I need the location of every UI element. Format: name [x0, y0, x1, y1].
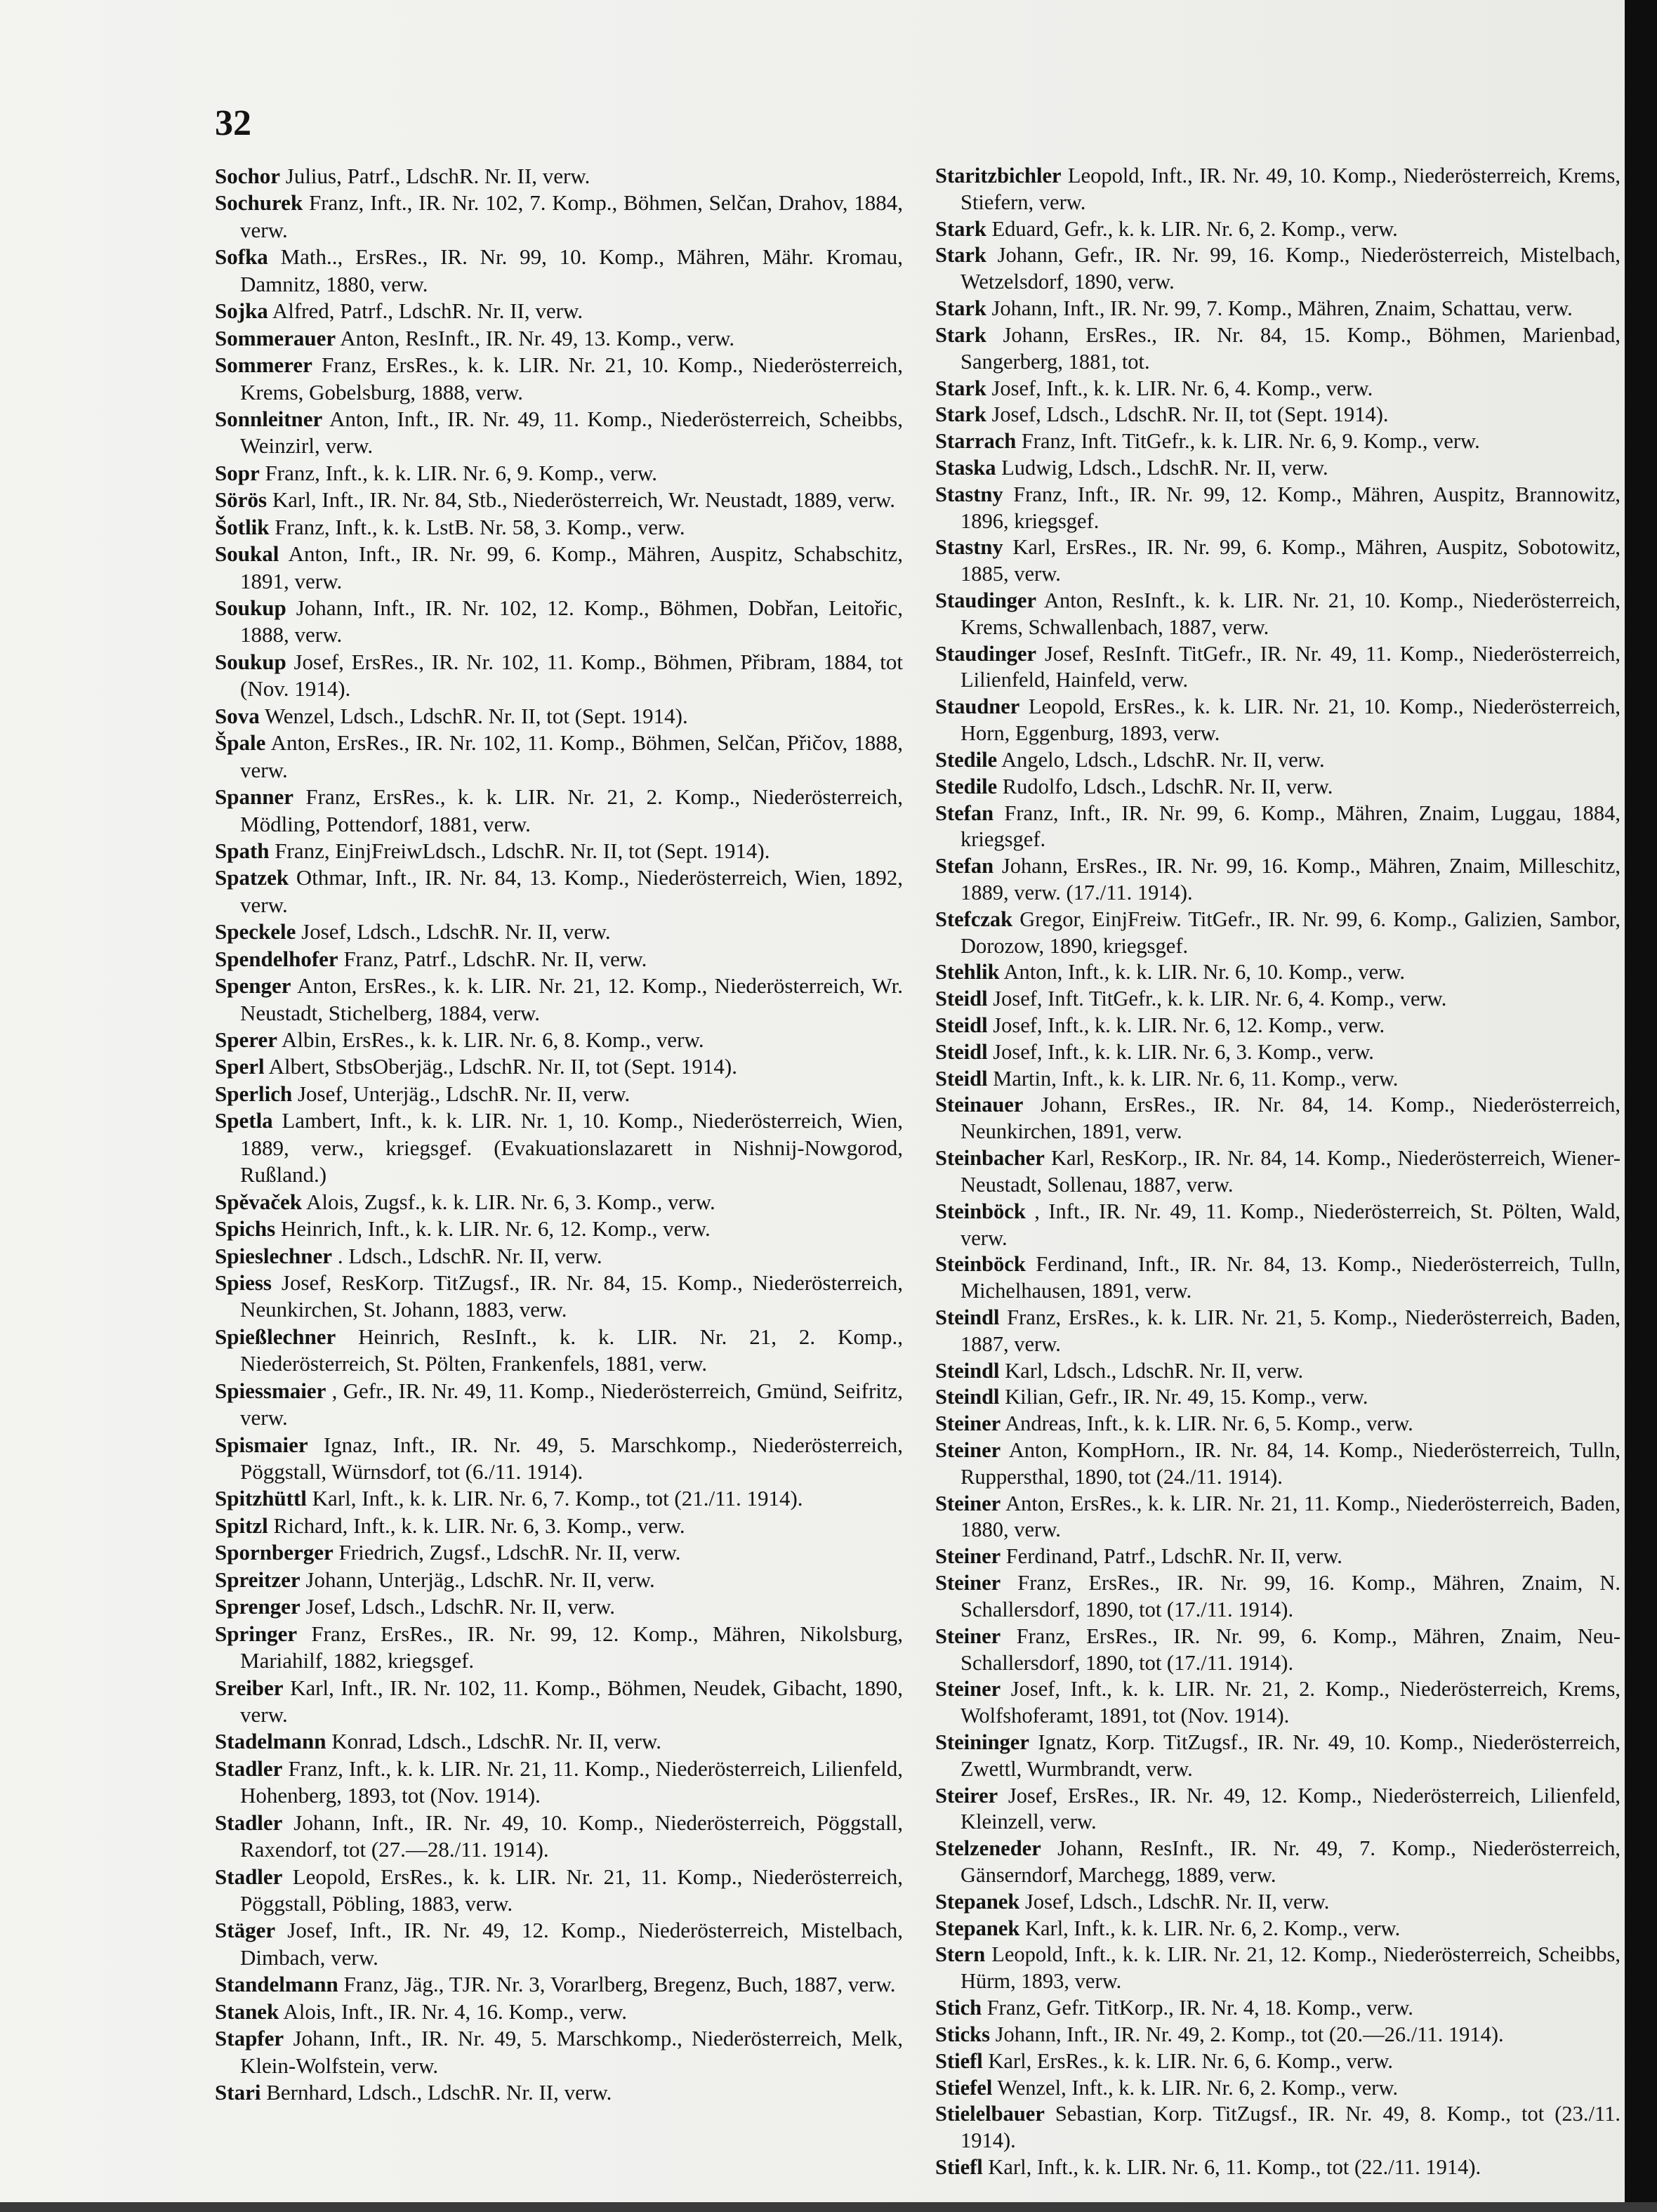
- list-item: [215, 406, 903, 460]
- entry-surname: Soukup: [215, 595, 286, 620]
- entry-surname: Stiefl: [935, 2154, 983, 2179]
- entry-surname: Steinbacher: [935, 1146, 1045, 1171]
- entry-surname: Steirer: [935, 1783, 998, 1808]
- entry-surname: Stiefel: [935, 2075, 993, 2100]
- entry-surname: Steinböck: [935, 1252, 1026, 1277]
- entry-details: Leopold, Inft., k. k. LIR. Nr. 21, 12. Komp., Niederösterreich, Scheibbs, Hürm, 1893, verw.: [960, 1942, 1620, 1994]
- entry-details: Angelo, Ldsch., LdschR. Nr. II, verw.: [1001, 747, 1325, 772]
- entry-surname: Steindl: [935, 1385, 1000, 1409]
- entry-details: Anton, KompHorn., IR. Nr. 84, 14. Komp., Niederösterreich, Tulln, Ruppersthal, 1890, tot (24./11. 1914).: [960, 1438, 1620, 1489]
- entry-surname: Špale: [215, 730, 266, 756]
- list-item: [935, 1066, 1620, 1093]
- entry-details: Franz, ErsRes., IR. Nr. 99, 6. Komp., Mähren, Znaim, Neu-Schallersdorf, 1890, tot (17./11. 1914).: [960, 1624, 1620, 1675]
- right-column: [935, 163, 1620, 2181]
- page-bottom-edge: [0, 2202, 1657, 2212]
- list-item: [935, 1092, 1620, 1145]
- entry-details: Josef, ResInft. TitGefr., IR. Nr. 49, 11. Komp., Niederösterreich, Lilienfeld, Hainfeld, verw.: [960, 641, 1620, 692]
- entry-surname: Stedile: [935, 747, 998, 772]
- entry-surname: Spieslechner: [215, 1243, 333, 1268]
- list-item: [935, 801, 1620, 854]
- entry-surname: Staudner: [935, 694, 1020, 719]
- entry-surname: Steinauer: [935, 1093, 1024, 1117]
- entry-details: Johann, Inft., IR. Nr. 102, 12. Komp., Böhmen, Dobřan, Leitořic, 1888, verw.: [240, 595, 904, 647]
- list-item: [935, 641, 1620, 694]
- entry-details: Karl, Inft., k. k. LIR. Nr. 6, 2. Komp., verw.: [1024, 1916, 1401, 1940]
- entry-surname: Stadler: [215, 1756, 283, 1781]
- entry-details: Wenzel, Ldsch., LdschR. Nr. II, tot (Sept. 1914).: [264, 703, 688, 728]
- list-item: [215, 1270, 903, 1324]
- entry-surname: Sticks: [935, 2022, 990, 2046]
- entry-details: Josef, ResKorp. TitZugsf., IR. Nr. 84, 15. Komp., Niederösterreich, Neunkirchen, St. Johann, 1883, verw.: [240, 1270, 904, 1322]
- entry-details: Alois, Inft., IR. Nr. 4, 16. Komp., verw.: [283, 1999, 628, 2024]
- entry-surname: Stanek: [215, 1999, 279, 2024]
- list-item: [215, 1864, 903, 1918]
- entry-surname: Spismaier: [215, 1432, 308, 1457]
- entry-details: Franz, ErsRes., IR. Nr. 99, 16. Komp., Mähren, Znaim, N. Schallersdorf, 1890, tot (17./11. 1914).: [960, 1571, 1621, 1621]
- entry-details: Johann, Inft., IR. Nr. 49, 10. Komp., Niederösterreich, Pöggstall, Raxendorf, tot (27.—28./11. 1914).: [240, 1810, 903, 1862]
- list-item: [215, 352, 903, 406]
- entry-details: Johann, Inft., IR. Nr. 49, 5. Marschkomp., Niederösterreich, Melk, Klein-Wolfstein, verw.: [240, 2026, 903, 2078]
- list-item: [215, 919, 903, 945]
- entry-details: Franz, Inft., IR. Nr. 99, 6. Komp., Mähren, Znaim, Luggau, 1884, kriegsgef.: [960, 801, 1620, 852]
- entry-details: Ferdinand, Inft., IR. Nr. 84, 13. Komp., Niederösterreich, Tulln, Michelhausen, 1891, verw.: [960, 1252, 1621, 1303]
- entry-surname: Steidl: [935, 1066, 988, 1091]
- entry-details: Ignatz, Korp. TitZugsf., IR. Nr. 49, 10. Komp., Niederösterreich, Zwettl, Wurmbrandt, verw.: [960, 1730, 1620, 1781]
- entry-details: Johann, ErsRes., IR. Nr. 99, 16. Komp., Mähren, Znaim, Milleschitz, 1889, verw. (17./11. 1914).: [960, 854, 1620, 904]
- entry-surname: Spěvaček: [215, 1189, 302, 1214]
- entry-surname: Stepanek: [935, 1916, 1020, 1940]
- list-item: [215, 1810, 903, 1864]
- entry-details: Josef, Unterjäg., LdschR. Nr. II, verw.: [297, 1081, 631, 1106]
- list-item: [935, 1889, 1620, 1916]
- entry-details: Friedrich, Zugsf., LdschR. Nr. II, verw.: [338, 1540, 681, 1565]
- entry-surname: Staritzbichler: [935, 164, 1062, 187]
- entry-details: . Ldsch., LdschR. Nr. II, verw.: [337, 1243, 602, 1268]
- entry-details: Lambert, Inft., k. k. LIR. Nr. 1, 10. Komp., Niederösterreich, Wien, 1889, verw., kriegsgef. (Evakuationslazarett in Nishnij-Nowgorod, Rußland.): [240, 1108, 903, 1187]
- entry-details: Josef, Ldsch., LdschR. Nr. II, verw.: [1024, 1889, 1330, 1914]
- entry-surname: Steininger: [935, 1730, 1029, 1754]
- entry-surname: Stastny: [935, 535, 1003, 560]
- entry-details: Karl, Ldsch., LdschR. Nr. II, verw.: [1005, 1358, 1304, 1383]
- list-item: [935, 1437, 1620, 1491]
- entry-surname: Sopr: [215, 460, 260, 485]
- entry-details: Josef, Ldsch., LdschR. Nr. II, verw.: [301, 919, 611, 944]
- entry-surname: Stark: [935, 376, 986, 400]
- list-item: [935, 2154, 1620, 2181]
- list-item: [215, 1728, 903, 1755]
- entry-surname: Staudinger: [935, 641, 1037, 666]
- list-item: [215, 244, 903, 298]
- entry-surname: Staudinger: [935, 588, 1037, 612]
- entry-surname: Stark: [935, 402, 986, 427]
- list-item: [935, 1491, 1620, 1544]
- entry-surname: Sochor: [215, 164, 280, 188]
- entry-details: Johann, Unterjäg., LdschR. Nr. II, verw.: [305, 1567, 655, 1592]
- list-item: [935, 296, 1620, 322]
- entry-details: Josef, Inft., k. k. LIR. Nr. 21, 2. Komp., Niederösterreich, Krems, Wolfshoferamt, 1891, tot (Nov. 1914).: [960, 1677, 1621, 1728]
- entry-details: Martin, Inft., k. k. LIR. Nr. 6, 11. Komp., verw.: [993, 1066, 1399, 1091]
- list-item: [935, 1039, 1620, 1066]
- list-item: [215, 1539, 903, 1566]
- entry-details: Franz, ErsRes., k. k. LIR. Nr. 21, 10. Komp., Niederösterreich, Krems, Gobelsburg, 1888, verw.: [240, 353, 903, 404]
- entry-details: Josef, Inft., IR. Nr. 49, 12. Komp., Niederösterreich, Mistelbach, Dimbach, verw.: [240, 1918, 903, 1970]
- entry-surname: Sonnleitner: [215, 406, 323, 431]
- entry-surname: Sperer: [215, 1027, 277, 1052]
- entry-details: Franz, Gefr. TitKorp., IR. Nr. 4, 18. Komp., verw.: [986, 1996, 1413, 2020]
- entry-details: Franz, EinjFreiwLdsch., LdschR. Nr. II, tot (Sept. 1914).: [275, 838, 770, 863]
- entry-details: Bernhard, Ldsch., LdschR. Nr. II, verw.: [266, 2080, 612, 2105]
- list-item: [215, 1971, 903, 1998]
- list-item: [935, 1730, 1620, 1783]
- entry-surname: Steindl: [935, 1358, 1000, 1383]
- list-item: [935, 216, 1620, 243]
- entry-surname: Stich: [935, 1996, 982, 2020]
- list-item: [215, 1432, 903, 1486]
- list-item: [215, 1216, 903, 1242]
- list-item: [215, 1081, 903, 1107]
- entry-details: Richard, Inft., k. k. LIR. Nr. 6, 3. Komp., verw.: [273, 1513, 685, 1538]
- entry-surname: Steiner: [935, 1491, 1001, 1515]
- list-item: [215, 1485, 903, 1512]
- entry-details: , Inft., IR. Nr. 49, 11. Komp., Niederösterreich, St. Pölten, Wald, verw.: [960, 1199, 1620, 1250]
- list-item: [215, 864, 903, 919]
- list-item: [935, 1942, 1620, 1995]
- list-item: [935, 1570, 1620, 1624]
- entry-details: Josef, Ldsch., LdschR. Nr. II, verw.: [305, 1594, 615, 1619]
- list-item: [215, 946, 903, 973]
- list-item: [935, 1995, 1620, 2022]
- entry-surname: Steidl: [935, 1039, 988, 1064]
- entry-details: Konrad, Ldsch., LdschR. Nr. II, verw.: [331, 1729, 662, 1754]
- list-item: [215, 1189, 903, 1216]
- entry-details: Josef, Inft., k. k. LIR. Nr. 6, 3. Komp., verw.: [993, 1039, 1374, 1064]
- entry-surname: Stark: [935, 322, 986, 347]
- entry-details: Franz, Patrf., LdschR. Nr. II, verw.: [343, 946, 647, 971]
- entry-surname: Stern: [935, 1942, 986, 1967]
- list-item: [935, 428, 1620, 455]
- entry-details: Karl, Inft., k. k. LIR. Nr. 6, 7. Komp., tot (21./11. 1914).: [312, 1486, 803, 1511]
- entry-details: Albert, StbsOberjäg., LdschR. Nr. II, tot (Sept. 1914).: [268, 1054, 737, 1079]
- list-item: [935, 907, 1620, 960]
- list-item: [215, 460, 903, 487]
- entry-details: Heinrich, ResInft., k. k. LIR. Nr. 21, 2. Komp., Niederösterreich, St. Pölten, Frankenfels, 1881, verw.: [240, 1324, 903, 1376]
- list-item: [935, 1676, 1620, 1730]
- list-item: [215, 2079, 903, 2106]
- entry-surname: Spiessmaier: [215, 1378, 326, 1403]
- list-item: [215, 1378, 903, 1432]
- entry-surname: Steidl: [935, 987, 988, 1011]
- list-item: [935, 959, 1620, 986]
- entry-surname: Spath: [215, 838, 270, 863]
- entry-surname: Sova: [215, 703, 260, 728]
- entry-details: Karl, ResKorp., IR. Nr. 84, 14. Komp., Niederösterreich, Wiener-Neustadt, Sollenau, 1887, verw.: [960, 1146, 1620, 1197]
- list-item: [935, 774, 1620, 801]
- entry-surname: Sperlich: [215, 1081, 293, 1106]
- list-item: [215, 1621, 903, 1675]
- list-item: [215, 1053, 903, 1080]
- entry-surname: Starrach: [935, 429, 1017, 454]
- list-item: [935, 482, 1620, 535]
- entry-details: Franz, Inft., IR. Nr. 102, 7. Komp., Böhmen, Selčan, Drahov, 1884, verw.: [240, 190, 903, 242]
- entry-surname: Spitzhüttl: [215, 1486, 307, 1511]
- entry-surname: Standelmann: [215, 1972, 338, 1997]
- entry-surname: Spießlechner: [215, 1324, 336, 1349]
- entry-details: Math.., ErsRes., IR. Nr. 99, 10. Komp., Mähren, Mähr. Kromau, Damnitz, 1880, verw.: [240, 244, 903, 296]
- entry-details: Josef, ErsRes., IR. Nr. 102, 11. Komp., Böhmen, Přibram, 1884, tot (Nov. 1914).: [240, 649, 903, 702]
- entry-surname: Stark: [935, 296, 986, 321]
- entry-details: Anton, ErsRes., IR. Nr. 102, 11. Komp., Böhmen, Selčan, Přičov, 1888, verw.: [240, 730, 903, 782]
- list-item: [215, 325, 903, 352]
- entry-details: Johann, ErsRes., IR. Nr. 84, 14. Komp., Niederösterreich, Neunkirchen, 1891, verw.: [960, 1093, 1620, 1144]
- entry-surname: Steidl: [935, 1013, 988, 1037]
- list-item: [215, 838, 903, 864]
- list-item: [935, 1624, 1620, 1677]
- entry-details: Anton, ErsRes., k. k. LIR. Nr. 21, 12. Komp., Niederösterreich, Wr. Neustadt, Stichelberg, 1884, verw.: [240, 973, 903, 1025]
- list-item: [935, 1358, 1620, 1385]
- page-number: 32: [215, 103, 251, 143]
- entry-surname: Steiner: [935, 1677, 1001, 1701]
- entry-details: Leopold, ErsRes., k. k. LIR. Nr. 21, 11. Komp., Niederösterreich, Pöggstall, Pöbling, 1883, verw.: [240, 1864, 903, 1916]
- entry-surname: Stehlik: [935, 960, 1000, 985]
- list-item: [935, 455, 1620, 482]
- entry-surname: Spitzl: [215, 1513, 268, 1538]
- entry-details: Johann, Gefr., IR. Nr. 99, 16. Komp., Niederösterreich, Mistelbach, Wetzelsdorf, 1890, verw.: [960, 243, 1621, 294]
- list-item: [215, 1243, 903, 1270]
- entry-details: Franz, Jäg., TJR. Nr. 3, Vorarlberg, Bregenz, Buch, 1887, verw.: [343, 1972, 896, 1997]
- entry-details: Anton, Inft., IR. Nr. 49, 11. Komp., Niederösterreich, Scheibbs, Weinzirl, verw.: [240, 406, 903, 459]
- entry-details: Ignaz, Inft., IR. Nr. 49, 5. Marschkomp., Niederösterreich, Pöggstall, Würnsdorf, tot (6./11. 1914).: [240, 1432, 903, 1484]
- list-item: [935, 242, 1620, 296]
- entry-surname: Spichs: [215, 1216, 276, 1242]
- entry-surname: Sofka: [215, 244, 268, 270]
- entry-surname: Stadler: [215, 1810, 283, 1835]
- list-item: [215, 1027, 903, 1053]
- entry-details: Franz, Inft., k. k. LstB. Nr. 58, 3. Komp., verw.: [275, 514, 685, 539]
- entry-surname: Spiess: [215, 1270, 272, 1295]
- entry-details: Johann, ErsRes., IR. Nr. 84, 15. Komp., Böhmen, Marienbad, Sangerberg, 1881, tot.: [960, 322, 1621, 374]
- entry-details: Eduard, Gefr., k. k. LIR. Nr. 6, 2. Komp., verw.: [991, 216, 1398, 241]
- entry-surname: Stiefl: [935, 2048, 983, 2073]
- entry-surname: Spreitzer: [215, 1567, 301, 1592]
- entry-surname: Stefczak: [935, 907, 1013, 931]
- entry-details: Albin, ErsRes., k. k. LIR. Nr. 6, 8. Komp., verw.: [282, 1027, 704, 1052]
- entry-details: Wenzel, Inft., k. k. LIR. Nr. 6, 2. Komp., verw.: [997, 2075, 1399, 2100]
- list-item: [935, 1543, 1620, 1570]
- list-item: [935, 694, 1620, 747]
- list-item: [935, 1199, 1620, 1252]
- entry-surname: Sreiber: [215, 1675, 284, 1700]
- entry-details: Franz, Inft. TitGefr., k. k. LIR. Nr. 6, 9. Komp., verw.: [1021, 429, 1480, 454]
- entry-surname: Steinböck: [935, 1199, 1026, 1223]
- entry-details: Anton, ErsRes., k. k. LIR. Nr. 21, 11. Komp., Niederösterreich, Baden, 1880, verw.: [960, 1491, 1620, 1542]
- entry-surname: Stefan: [935, 801, 994, 825]
- list-item: [215, 1324, 903, 1378]
- list-item: [935, 2048, 1620, 2075]
- entry-details: Alois, Zugsf., k. k. LIR. Nr. 6, 3. Komp., verw.: [306, 1189, 715, 1214]
- list-item: [935, 747, 1620, 774]
- entry-surname: Sochurek: [215, 190, 303, 216]
- entry-details: Anton, ResInft., IR. Nr. 49, 13. Komp., verw.: [340, 325, 735, 350]
- entry-surname: Stefan: [935, 854, 994, 878]
- entry-surname: Soukup: [215, 649, 286, 674]
- list-item: [935, 1836, 1620, 1889]
- entry-details: Johann, Inft., IR. Nr. 99, 7. Komp., Mähren, Znaim, Schattau, verw.: [991, 296, 1573, 321]
- list-item: [215, 1107, 903, 1188]
- list-item: [935, 986, 1620, 1013]
- entry-surname: Steiner: [935, 1571, 1001, 1595]
- entry-surname: Stastny: [935, 482, 1003, 506]
- entry-details: Andreas, Inft., k. k. LIR. Nr. 6, 5. Komp., verw.: [1005, 1411, 1413, 1436]
- left-column: [215, 163, 903, 2107]
- list-item: [215, 1756, 903, 1810]
- list-item: [935, 1013, 1620, 1039]
- entry-details: Franz, ErsRes., IR. Nr. 99, 12. Komp., Mähren, Nikolsburg, Mariahilf, 1882, kriegsgef.: [240, 1621, 903, 1673]
- entry-details: Franz, Inft., k. k. LIR. Nr. 6, 9. Komp., verw.: [265, 460, 657, 485]
- list-item: [935, 1251, 1620, 1305]
- entry-details: Anton, ResInft., k. k. LIR. Nr. 21, 10. Komp., Niederösterreich, Krems, Schwallenbach, 1887, verw.: [960, 588, 1620, 639]
- entry-surname: Soukal: [215, 541, 279, 567]
- list-item: [935, 1305, 1620, 1358]
- entry-surname: Spendelhofer: [215, 946, 338, 971]
- list-item: [935, 853, 1620, 907]
- entry-details: Sebastian, Korp. TitZugsf., IR. Nr. 49, 8. Komp., tot (23./11. 1914).: [960, 2102, 1621, 2153]
- entry-surname: Stadler: [215, 1864, 283, 1889]
- entry-surname: Stari: [215, 2080, 261, 2105]
- list-item: [935, 2075, 1620, 2102]
- entry-surname: Stelzeneder: [935, 1836, 1041, 1861]
- entry-surname: Stäger: [215, 1918, 276, 1943]
- list-item: [935, 1145, 1620, 1199]
- entry-surname: Stielelbauer: [935, 2102, 1045, 2126]
- entry-surname: Stadelmann: [215, 1729, 326, 1754]
- entry-surname: Springer: [215, 1621, 298, 1646]
- list-item: [935, 1411, 1620, 1437]
- list-item: [935, 1783, 1620, 1836]
- list-item: [215, 1513, 903, 1539]
- entry-details: Julius, Patrf., LdschR. Nr. II, verw.: [285, 164, 590, 188]
- list-item: [935, 588, 1620, 641]
- entry-surname: Spetla: [215, 1108, 273, 1133]
- entry-surname: Steiner: [935, 1624, 1001, 1648]
- entry-details: Heinrich, Inft., k. k. LIR. Nr. 6, 12. Komp., verw.: [280, 1216, 711, 1242]
- list-item: [935, 534, 1620, 588]
- entry-surname: Stark: [935, 216, 986, 241]
- list-item: [935, 1916, 1620, 1942]
- entry-details: , Gefr., IR. Nr. 49, 11. Komp., Niederösterreich, Gmünd, Seifritz, verw.: [240, 1378, 903, 1430]
- list-item: [215, 1593, 903, 1620]
- list-item: [215, 514, 903, 541]
- list-item: [215, 1675, 903, 1729]
- list-item: [935, 163, 1620, 216]
- entry-details: Johann, Inft., IR. Nr. 49, 2. Komp., tot (20.—26./11. 1914).: [995, 2022, 1504, 2046]
- entry-details: Anton, Inft., IR. Nr. 99, 6. Komp., Mähren, Auspitz, Schabschitz, 1891, verw.: [240, 541, 903, 593]
- list-item: [215, 298, 903, 324]
- list-item: [215, 649, 903, 703]
- entry-surname: Stepanek: [935, 1889, 1020, 1914]
- entry-surname: Steiner: [935, 1411, 1001, 1436]
- entry-details: Josef, Inft. TitGefr., k. k. LIR. Nr. 6, 4. Komp., verw.: [993, 987, 1447, 1011]
- entry-details: Franz, ErsRes., k. k. LIR. Nr. 21, 5. Komp., Niederösterreich, Baden, 1887, verw.: [960, 1305, 1621, 1356]
- entry-details: Karl, ErsRes., IR. Nr. 99, 6. Komp., Mähren, Auspitz, Sobotowitz, 1885, verw.: [960, 535, 1620, 586]
- list-item: [215, 703, 903, 730]
- list-item: [215, 784, 903, 838]
- entry-details: Karl, Inft., k. k. LIR. Nr. 6, 11. Komp., tot (22./11. 1914).: [988, 2154, 1481, 2179]
- entry-details: Ludwig, Ldsch., LdschR. Nr. II, verw.: [1001, 455, 1328, 480]
- entry-surname: Sommerauer: [215, 325, 336, 350]
- list-item: [215, 730, 903, 784]
- list-item: [935, 402, 1620, 428]
- entry-surname: Spenger: [215, 973, 291, 999]
- entry-surname: Steiner: [935, 1544, 1001, 1569]
- entry-details: Karl, ErsRes., k. k. LIR. Nr. 6, 6. Komp., verw.: [988, 2048, 1393, 2073]
- entry-surname: Spatzek: [215, 865, 289, 890]
- entry-surname: Stedile: [935, 774, 998, 798]
- list-item: [215, 190, 903, 244]
- entry-surname: Stark: [935, 243, 986, 268]
- list-item: [215, 2025, 903, 2079]
- entry-surname: Spornberger: [215, 1540, 334, 1565]
- list-item: [935, 1384, 1620, 1411]
- entry-details: Josef, Ldsch., LdschR. Nr. II, tot (Sept. 1914).: [991, 402, 1389, 427]
- list-item: [935, 376, 1620, 402]
- entry-details: Johann, ResInft., IR. Nr. 49, 7. Komp., Niederösterreich, Gänserndorf, Marchegg, 1889, verw.: [960, 1836, 1621, 1887]
- entry-details: Franz, ErsRes., k. k. LIR. Nr. 21, 2. Komp., Niederösterreich, Mödling, Pottendorf, 1881, verw.: [240, 784, 904, 836]
- list-item: [215, 595, 903, 649]
- list-item: [935, 322, 1620, 376]
- entry-surname: Staska: [935, 455, 996, 480]
- entry-surname: Steiner: [935, 1438, 1001, 1462]
- entry-surname: Steindl: [935, 1305, 1000, 1329]
- entry-details: Alfred, Patrf., LdschR. Nr. II, verw.: [272, 298, 583, 324]
- entry-surname: Spanner: [215, 784, 293, 810]
- list-item: [215, 163, 903, 190]
- list-item: [215, 1999, 903, 2025]
- page-edge-shadow: [1625, 0, 1657, 2212]
- entry-surname: Speckele: [215, 919, 296, 944]
- entry-details: Ferdinand, Patrf., LdschR. Nr. II, verw.: [1005, 1544, 1342, 1569]
- list-item: [215, 487, 903, 513]
- entry-details: Rudolfo, Ldsch., LdschR. Nr. II, verw.: [1002, 774, 1333, 798]
- list-item: [935, 2101, 1620, 2154]
- list-item: [935, 2022, 1620, 2048]
- list-item: [215, 1567, 903, 1593]
- entry-details: Josef, ErsRes., IR. Nr. 49, 12. Komp., Niederösterreich, Lilienfeld, Kleinzell, verw.: [960, 1783, 1621, 1834]
- entry-details: Gregor, EinjFreiw. TitGefr., IR. Nr. 99, 6. Komp., Galizien, Sambor, Dorozow, 1890, kriegsgef.: [960, 907, 1621, 958]
- entry-details: Othmar, Inft., IR. Nr. 84, 13. Komp., Niederösterreich, Wien, 1892, verw.: [240, 865, 904, 917]
- entry-details: Josef, Inft., k. k. LIR. Nr. 6, 12. Komp., verw.: [993, 1013, 1385, 1037]
- entry-surname: Stapfer: [215, 2026, 284, 2051]
- entry-surname: Sojka: [215, 298, 268, 324]
- entry-surname: Sommerer: [215, 353, 312, 378]
- entry-details: Franz, Inft., k. k. LIR. Nr. 21, 11. Komp., Niederösterreich, Lilienfeld, Hohenberg, 1893, tot (Nov. 1914).: [240, 1756, 904, 1808]
- entry-details: Kilian, Gefr., IR. Nr. 49, 15. Komp., verw.: [1005, 1385, 1368, 1409]
- entry-surname: Sperl: [215, 1054, 265, 1079]
- entry-surname: Šotlik: [215, 514, 270, 539]
- entry-details: Karl, Inft., IR. Nr. 84, Stb., Niederösterreich, Wr. Neustadt, 1889, verw.: [272, 487, 896, 513]
- entry-details: Franz, Inft., IR. Nr. 99, 12. Komp., Mähren, Auspitz, Brannowitz, 1896, kriegsgef.: [960, 482, 1620, 533]
- entry-surname: Sprenger: [215, 1594, 301, 1619]
- entry-details: Karl, Inft., IR. Nr. 102, 11. Komp., Böhmen, Neudek, Gibacht, 1890, verw.: [240, 1675, 904, 1727]
- entry-details: Leopold, ErsRes., k. k. LIR. Nr. 21, 10. Komp., Niederösterreich, Horn, Eggenburg, 1893, verw.: [960, 694, 1621, 746]
- entry-surname: Sörös: [215, 487, 268, 513]
- entry-details: Leopold, Inft., IR. Nr. 49, 10. Komp., Niederösterreich, Krems, Stiefern, verw.: [960, 164, 1620, 214]
- entry-details: Josef, Inft., k. k. LIR. Nr. 6, 4. Komp., verw.: [991, 376, 1373, 400]
- entry-details: Anton, Inft., k. k. LIR. Nr. 6, 10. Komp., verw.: [1003, 960, 1406, 985]
- list-item: [215, 1917, 903, 1971]
- list-item: [215, 973, 903, 1027]
- list-item: [215, 541, 903, 595]
